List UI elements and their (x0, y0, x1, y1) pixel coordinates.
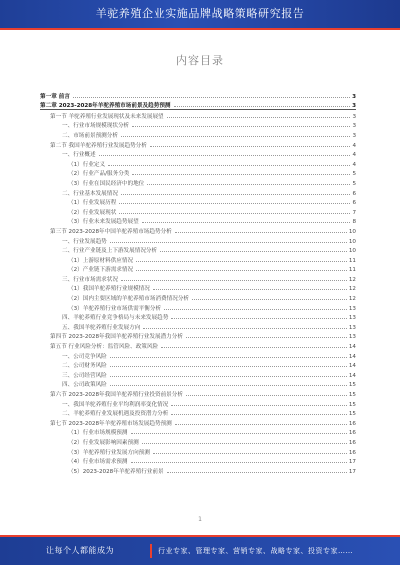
toc-entry-label: 第四节 2023-2028年我国羊驼养殖行业发展潜力分析 (50, 334, 183, 341)
toc-entry-label: （1）行业定义 (68, 161, 106, 168)
toc-entry-page: 12 (348, 276, 356, 283)
toc-entry-label: 第六节 2023-2028年我国羊驼养殖行业投资前景分析 (50, 392, 183, 398)
toc-entry-page: 7 (352, 209, 356, 216)
toc-entry-page: 11 (348, 267, 356, 274)
toc-entry[interactable] (40, 100, 356, 111)
toc-entry-page: 13 (348, 324, 356, 331)
toc-entry[interactable] (40, 360, 356, 370)
toc-entry[interactable] (40, 292, 356, 302)
toc-leader-dots (164, 309, 347, 310)
toc-entry[interactable] (40, 302, 356, 312)
page-number: 1 (198, 516, 202, 523)
toc-leader-dots (132, 174, 350, 175)
toc-leader-dots (167, 472, 347, 473)
toc-leader-dots (142, 222, 351, 223)
toc-entry-label: （3）行业未来发展趋势展望 (68, 219, 139, 226)
toc-entry-page: 17 (348, 468, 356, 475)
toc-entry-page: 6 (352, 190, 356, 197)
document-title: 羊驼养殖企业实施品牌战略策略研究报告 (95, 7, 305, 20)
toc-entry-label: （2）行业发展现状 (68, 209, 117, 216)
toc-entry-label: （2）产业链下游需求情况 (68, 267, 134, 274)
toc-leader-dots (110, 385, 347, 386)
toc-entry[interactable] (40, 225, 356, 235)
toc-entry-page: 14 (348, 353, 356, 360)
toc-leader-dots (175, 424, 347, 425)
toc-entry[interactable] (40, 273, 356, 283)
toc-entry[interactable] (40, 206, 356, 216)
toc-entry-label: 二、行业基本发展情况 (62, 190, 118, 197)
toc-leader-dots (119, 203, 350, 204)
toc-leader-dots (167, 117, 351, 118)
toc-leader-dots (186, 395, 347, 396)
toc-entry[interactable] (40, 90, 356, 100)
toc-entry-label: （4）行业市场需求预测 (68, 459, 128, 466)
toc-entry-page: 3 (352, 123, 356, 130)
toc-leader-dots (110, 357, 347, 358)
toc-entry[interactable] (40, 139, 356, 149)
toc-leader-dots (99, 155, 351, 156)
toc-leader-dots (131, 433, 347, 434)
toc-entry-label: （3）羊驼养殖行业发展方向预测 (68, 449, 150, 456)
toc-entry-page: 8 (352, 219, 356, 226)
toc-entry[interactable] (40, 388, 356, 398)
toc-entry[interactable] (40, 110, 356, 120)
toc-leader-dots (150, 146, 351, 147)
toc-entry-page: 15 (348, 382, 356, 389)
toc-entry-page: 10 (348, 228, 356, 235)
toc-entry[interactable] (40, 427, 356, 437)
toc-leader-dots (147, 184, 350, 185)
toc-entry[interactable] (40, 379, 356, 389)
toc-entry-label: 二、市场前景预测分析 (62, 132, 118, 139)
toc-entry[interactable] (40, 216, 356, 226)
toc-entry[interactable] (40, 408, 356, 418)
toc-leader-dots (119, 213, 350, 214)
toc-entry-page: 15 (348, 401, 356, 408)
toc-entry-label: （1）行业市场规模预测 (68, 430, 128, 437)
toc-entry[interactable] (40, 312, 356, 322)
toc-entry-label: （1）上游原材料供应情况 (68, 257, 134, 264)
toc-leader-dots (131, 462, 347, 463)
toc-entry[interactable] (40, 465, 356, 475)
table-of-contents (40, 90, 356, 475)
toc-leader-dots (153, 453, 347, 454)
toc-entry[interactable] (40, 321, 356, 331)
toc-entry-label: 一、公司竞争风险 (62, 353, 107, 360)
toc-entry[interactable] (40, 254, 356, 264)
toc-entry[interactable] (40, 197, 356, 207)
toc-entry-label: 二、公司财务风险 (62, 363, 107, 370)
toc-entry-page: 10 (348, 238, 356, 245)
toc-leader-dots (153, 289, 347, 290)
toc-entry-page: 3 (352, 93, 356, 100)
toc-entry-label: 四、公司政策风险 (62, 382, 107, 389)
toc-entry-page: 11 (348, 257, 356, 264)
toc-entry-page: 14 (348, 363, 356, 370)
toc-leader-dots (142, 443, 347, 444)
toc-entry-label: （1）我国羊驼养殖行业规模情况 (68, 286, 150, 293)
toc-entry-page: 4 (352, 161, 356, 168)
toc-leader-dots (171, 318, 347, 319)
toc-leader-dots (121, 194, 350, 195)
toc-entry-label: （2）行业发展影响因素预测 (68, 439, 139, 446)
toc-entry-label: （1）行业发展历程 (68, 200, 117, 207)
toc-entry[interactable] (40, 369, 356, 379)
toc-entry[interactable] (40, 235, 356, 245)
toc-leader-dots (186, 337, 347, 338)
toc-entry-page: 14 (348, 372, 356, 379)
toc-entry[interactable] (40, 129, 356, 139)
toc-entry[interactable] (40, 436, 356, 446)
toc-entry-label: 三、公司经营风险 (62, 372, 107, 379)
toc-leader-dots (108, 165, 350, 166)
toc-entry-page: 6 (352, 200, 356, 207)
toc-entry-label: 第五节 行业风险分析：监管风险、政策风险 (50, 344, 159, 351)
toc-entry[interactable] (40, 283, 356, 293)
footer-tagline: 行业专家、管理专家、营销专家、战略专家、投资专家…… (158, 547, 353, 555)
toc-heading: 内容目录 (176, 54, 224, 67)
toc-entry-label: 五、我国羊驼养殖行业发展方向 (62, 324, 141, 331)
toc-entry-page: 3 (352, 113, 356, 120)
toc-entry-label: （3）行业在国民经济中的地位 (68, 180, 145, 187)
toc-entry-page: 4 (352, 142, 356, 149)
toc-entry-page: 13 (348, 315, 356, 322)
toc-entry-label: 第一节 羊驼养殖行业发展现状及未来发展展望 (50, 113, 164, 120)
toc-entry[interactable] (40, 158, 356, 168)
toc-entry-page: 16 (348, 430, 356, 437)
toc-leader-dots (121, 136, 350, 137)
toc-entry-page: 4 (352, 152, 356, 159)
toc-entry-page: 12 (348, 296, 356, 303)
toc-entry-page: 16 (348, 449, 356, 456)
toc-entry-page: 16 (348, 420, 356, 427)
toc-entry-page: 17 (348, 459, 356, 466)
toc-leader-dots (161, 347, 347, 348)
toc-leader-dots (175, 232, 347, 233)
toc-entry-label: 二、行业产业链及上下游发展情况分析 (62, 248, 158, 255)
toc-entry-label: （5）2023-2028年羊驼养殖行业前景 (68, 468, 164, 475)
toc-entry[interactable] (40, 340, 356, 350)
toc-entry-page: 5 (352, 180, 356, 187)
toc-leader-dots (171, 414, 347, 415)
toc-entry[interactable] (40, 245, 356, 255)
toc-leader-dots (110, 242, 347, 243)
toc-entry[interactable] (40, 417, 356, 427)
toc-entry[interactable] (40, 456, 356, 466)
toc-entry-label: 第三节 2023-2028年中国羊驼养殖市场趋势分析 (50, 228, 172, 235)
toc-entry-page: 15 (348, 411, 356, 418)
footer-slogan: 让每个人都能成为 (46, 546, 114, 555)
toc-leader-dots (143, 328, 347, 329)
toc-entry-label: 一、行业发展趋势 (62, 238, 107, 245)
toc-leader-dots (121, 280, 347, 281)
toc-leader-dots (136, 261, 347, 262)
toc-entry-page: 14 (348, 344, 356, 351)
toc-entry[interactable] (40, 120, 356, 130)
toc-entry[interactable] (40, 350, 356, 360)
toc-leader-dots (132, 126, 350, 127)
toc-entry-label: 第二章 2023-2028年羊驼养殖市场前景及趋势预测 (40, 103, 171, 110)
toc-entry-label: 第七节 2023-2028年羊驼养殖市场发展趋势预测 (50, 420, 172, 427)
toc-entry-page: 5 (352, 171, 356, 178)
toc-entry-page: 16 (348, 439, 356, 446)
toc-entry[interactable] (40, 331, 356, 341)
toc-entry-page: 10 (348, 248, 356, 255)
toc-leader-dots (136, 270, 347, 271)
toc-leader-dots (192, 299, 347, 300)
footer-separator (150, 544, 152, 558)
toc-leader-dots (110, 366, 347, 367)
toc-leader-dots (160, 251, 347, 252)
toc-entry[interactable] (40, 398, 356, 408)
toc-entry-label: （2）行业产品/服务分类 (68, 171, 130, 178)
toc-entry-page: 3 (352, 132, 356, 139)
toc-entry-label: 四、羊驼养殖行业竞争格局与未来发展趋势 (62, 315, 169, 322)
toc-entry-label: （3）羊驼养殖行业市场供需平衡分析 (68, 305, 162, 312)
toc-entry[interactable] (40, 177, 356, 187)
toc-entry[interactable] (40, 187, 356, 197)
toc-entry-label: 二、羊驼养殖行业发展机遇及投资潜力分析 (62, 411, 169, 418)
toc-entry-label: （2）国内主要区域的羊驼养殖市场消费情况分析 (68, 296, 190, 303)
toc-entry-label: 一、行业概述 (62, 152, 96, 159)
toc-entry-page: 15 (348, 392, 356, 398)
toc-leader-dots (174, 106, 351, 107)
toc-leader-dots (110, 376, 347, 377)
toc-entry-label: 一、我国羊驼养殖行业平均利润率变化情况 (62, 401, 169, 408)
toc-entry-page: 13 (348, 305, 356, 312)
toc-leader-dots (171, 405, 347, 406)
toc-leader-dots (73, 97, 350, 98)
toc-entry[interactable] (40, 149, 356, 159)
toc-entry-label: 第二节 我国羊驼养殖行业发展趋势分析 (50, 142, 147, 149)
toc-entry-page: 13 (348, 334, 356, 341)
toc-entry-label: 一、行业市场规模现状分析 (62, 123, 130, 130)
toc-entry[interactable] (40, 168, 356, 178)
toc-entry-label: 三、行业市场需求状况 (62, 276, 118, 283)
toc-entry[interactable] (40, 446, 356, 456)
toc-entry-label: 第一章 前言 (40, 93, 70, 100)
toc-entry[interactable] (40, 264, 356, 274)
toc-entry-page: 12 (348, 286, 356, 293)
header-accent-line (0, 28, 400, 30)
toc-entry-page: 3 (352, 103, 356, 110)
